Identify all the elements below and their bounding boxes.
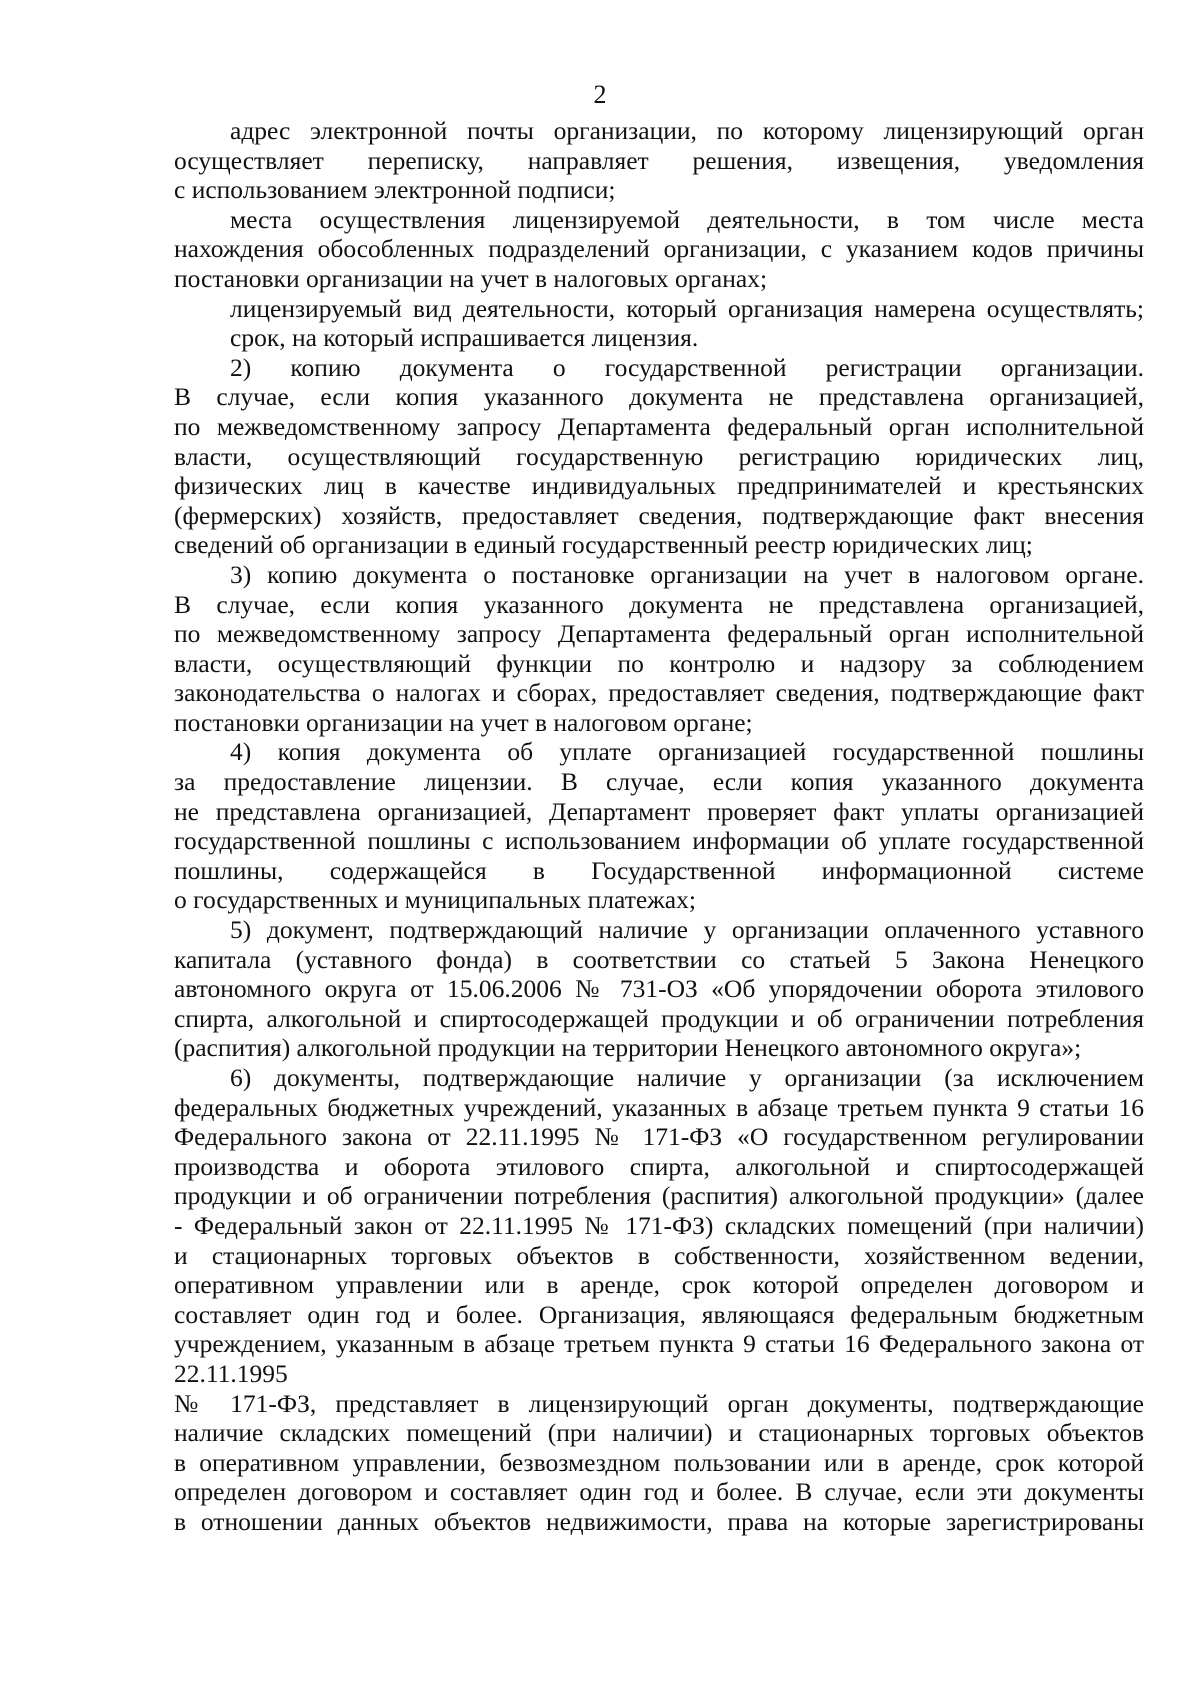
text-line: лицензируемый вид деятельности, который организация намерена осуществлять; (230, 293, 1144, 323)
text-line: № 171-ФЗ, представляет в лицензирующий орган документы, подтверждающие (174, 1388, 1144, 1418)
text-line: 22.11.1995 (174, 1358, 288, 1388)
text-line: капитала (уставного фонда) в соответствии со статьей 5 Закона Ненецкого (174, 944, 1144, 974)
text-line: В случае, если копия указанного документа не представлена организацией, (174, 382, 1144, 412)
text-line: в оперативном управлении, безвозмездном пользовании или в аренде, срок которой (174, 1447, 1144, 1477)
text-line: автономного округа от 15.06.2006 № 731-ОЗ «Об упорядочении оборота этилового (174, 974, 1144, 1004)
text-line: - Федеральный закон от 22.11.1995 № 171-ФЗ) складских помещений (при наличии) (174, 1210, 1144, 1240)
text-line: спирта, алкогольной и спиртосодержащей продукции и об ограничении потребления (174, 1003, 1144, 1033)
text-line: по межведомственному запросу Департамента федеральный орган исполнительной (174, 619, 1144, 649)
text-line: составляет один год и более. Организация, являющаяся федеральным бюджетным (174, 1299, 1144, 1329)
text-line: Федерального закона от 22.11.1995 № 171-ФЗ «О государственном регулировании (174, 1122, 1144, 1152)
text-line: пошлины, содержащейся в Государственной информационной системе (174, 855, 1144, 885)
text-line: В случае, если копия указанного документа не представлена организацией, (174, 589, 1144, 619)
text-line: за предоставление лицензии. В случае, если копия указанного документа (174, 767, 1144, 797)
text-line: физических лиц в качестве индивидуальных предпринимателей и крестьянских (174, 471, 1144, 501)
text-line: (распития) алкогольной продукции на территории Ненецкого автономного округа»; (174, 1033, 1082, 1063)
text-line: осуществляет переписку, направляет решения, извещения, уведомления (174, 145, 1144, 175)
text-line: по межведомственному запросу Департамента федеральный орган исполнительной (174, 411, 1144, 441)
text-line: не представлена организацией, Департамент проверяет факт уплаты организацией (174, 796, 1144, 826)
text-line: федеральных бюджетных учреждений, указанных в абзаце третьем пункта 9 статьи 16 (174, 1092, 1144, 1122)
text-line: в отношении данных объектов недвижимости, права на которые зарегистрированы (174, 1506, 1144, 1536)
page-number: 2 (593, 80, 607, 109)
text-line: и стационарных торговых объектов в собственности, хозяйственном ведении, (174, 1240, 1144, 1270)
text-line: оперативном управлении или в аренде, срок которой определен договором и (174, 1270, 1144, 1300)
text-line: законодательства о налогах и сборах, предоставляет сведения, подтверждающие факт (174, 678, 1144, 708)
text-line: 5) документ, подтверждающий наличие у организации оплаченного уставного (230, 915, 1144, 945)
document-body (174, 116, 1144, 1537)
text-line: срок, на который испрашивается лицензия. (230, 323, 699, 353)
text-line: власти, осуществляющий государственную регистрацию юридических лиц, (174, 441, 1144, 471)
text-line: власти, осуществляющий функции по контролю и надзору за соблюдением (174, 648, 1144, 678)
text-line: нахождения обособленных подразделений организации, с указанием кодов причины (174, 234, 1144, 264)
text-line: производства и оборота этилового спирта, алкогольной и спиртосодержащей (174, 1151, 1144, 1181)
text-line: определен договором и составляет один год и более. В случае, если эти документы (174, 1477, 1144, 1507)
text-line: 4) копия документа об уплате организацией государственной пошлины (230, 737, 1144, 767)
text-line: 2) копию документа о государственной регистрации организации. (230, 352, 1144, 382)
text-line: (фермерских) хозяйств, предоставляет сведения, подтверждающие факт внесения (174, 500, 1144, 530)
text-line: государственной пошлины с использованием информации об уплате государственной (174, 826, 1144, 856)
text-line: постановки организации на учет в налоговых органах; (174, 263, 768, 293)
text-line: наличие складских помещений (при наличии) и стационарных торговых объектов (174, 1418, 1144, 1448)
text-line: постановки организации на учет в налоговом органе; (174, 707, 753, 737)
text-line: места осуществления лицензируемой деятельности, в том числе места (230, 204, 1144, 234)
text-line: с использованием электронной подписи; (174, 175, 616, 205)
text-line: продукции и об ограничении потребления (распития) алкогольной продукции» (далее (174, 1181, 1144, 1211)
text-line: учреждением, указанным в абзаце третьем пункта 9 статьи 16 Федерального закона от (174, 1329, 1144, 1359)
text-line: адрес электронной почты организации, по которому лицензирующий орган (230, 116, 1144, 145)
text-line: 6) документы, подтверждающие наличие у организации (за исключением (230, 1063, 1144, 1092)
text-line: 3) копию документа о постановке организации на учет в налоговом органе. (230, 559, 1144, 589)
text-line: о государственных и муниципальных платежах; (174, 885, 696, 915)
text-line: сведений об организации в единый государственный реестр юридических лиц; (174, 530, 1033, 560)
